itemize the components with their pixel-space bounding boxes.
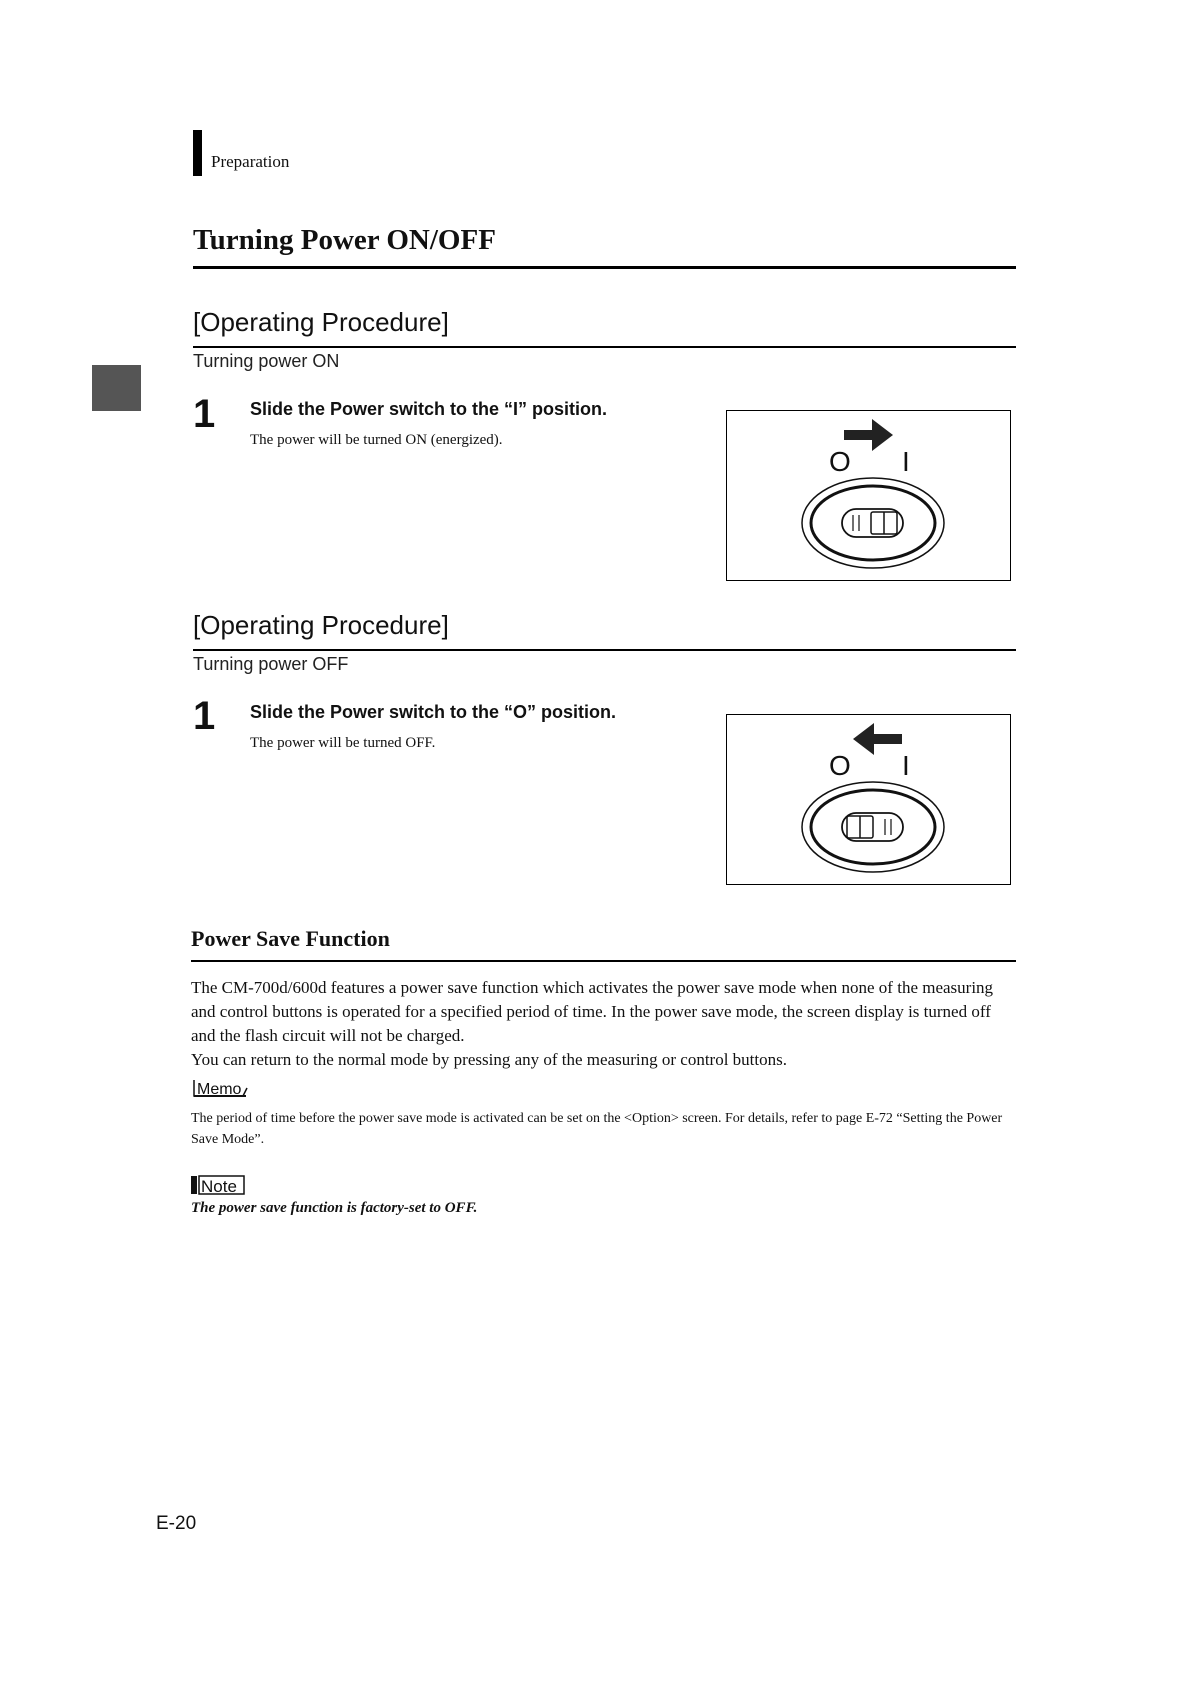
procedure-subheading: Turning power OFF [193,654,349,674]
power-switch-on-illustration [727,411,1010,580]
step-number: 1 [193,392,216,436]
note-icon [191,1174,246,1196]
on-position-label: I [902,446,910,477]
step-detail: The power will be turned ON (energized). [250,432,503,448]
slide-switch-icon [802,782,944,872]
off-position-label: O [829,446,851,477]
power-save-paragraph: The CM-700d/600d features a power save function which activates the power save mode when none of the measuring and control buttons is operated for a specified period of time. In the power save mode, the screen display is turned off and the flash circuit will not be charged. [191,978,994,1045]
power-switch-on-figure [726,410,1011,581]
power-save-rule [191,960,1016,962]
page-title: Turning Power ON/OFF [193,224,496,256]
step-instruction: Slide the Power switch to the “I” position. [250,399,608,419]
note-label: Note [201,1177,237,1196]
procedure-heading: [Operating Procedure] [193,610,449,640]
arrow-left-icon [853,723,902,755]
power-switch-off-illustration [727,715,1010,884]
section-marker [193,130,202,176]
procedure-rule [193,649,1016,651]
step-number: 1 [193,694,216,738]
title-rule [193,266,1016,269]
power-save-heading: Power Save Function [191,926,390,951]
arrow-right-icon [844,419,893,451]
page-number: E-20 [156,1513,197,1534]
off-position-label: O [829,750,851,781]
procedure-rule [193,346,1016,348]
note-text: The power save function is factory-set to OFF. [191,1200,478,1216]
step-instruction: Slide the Power switch to the “O” position. [250,702,617,722]
on-position-label: I [902,750,910,781]
memo-label: Memo [197,1081,242,1098]
memo-text: The period of time before the power save mode is activated can be set on the <Option> screen. For details, refer to page E-72 “Setting the Power Save Mode”. [191,1111,1003,1147]
power-save-paragraph: You can return to the normal mode by pressing any of the measuring or control buttons. [191,1050,787,1069]
section-label: Preparation [211,152,290,171]
procedure-heading: [Operating Procedure] [193,307,449,337]
power-save-body [191,976,1017,1072]
chapter-tab [92,365,141,411]
procedure-subheading: Turning power ON [193,351,340,371]
slide-switch-icon [802,478,944,568]
step-detail: The power will be turned OFF. [250,735,436,751]
power-switch-off-figure [726,714,1011,885]
memo-icon [191,1078,248,1098]
